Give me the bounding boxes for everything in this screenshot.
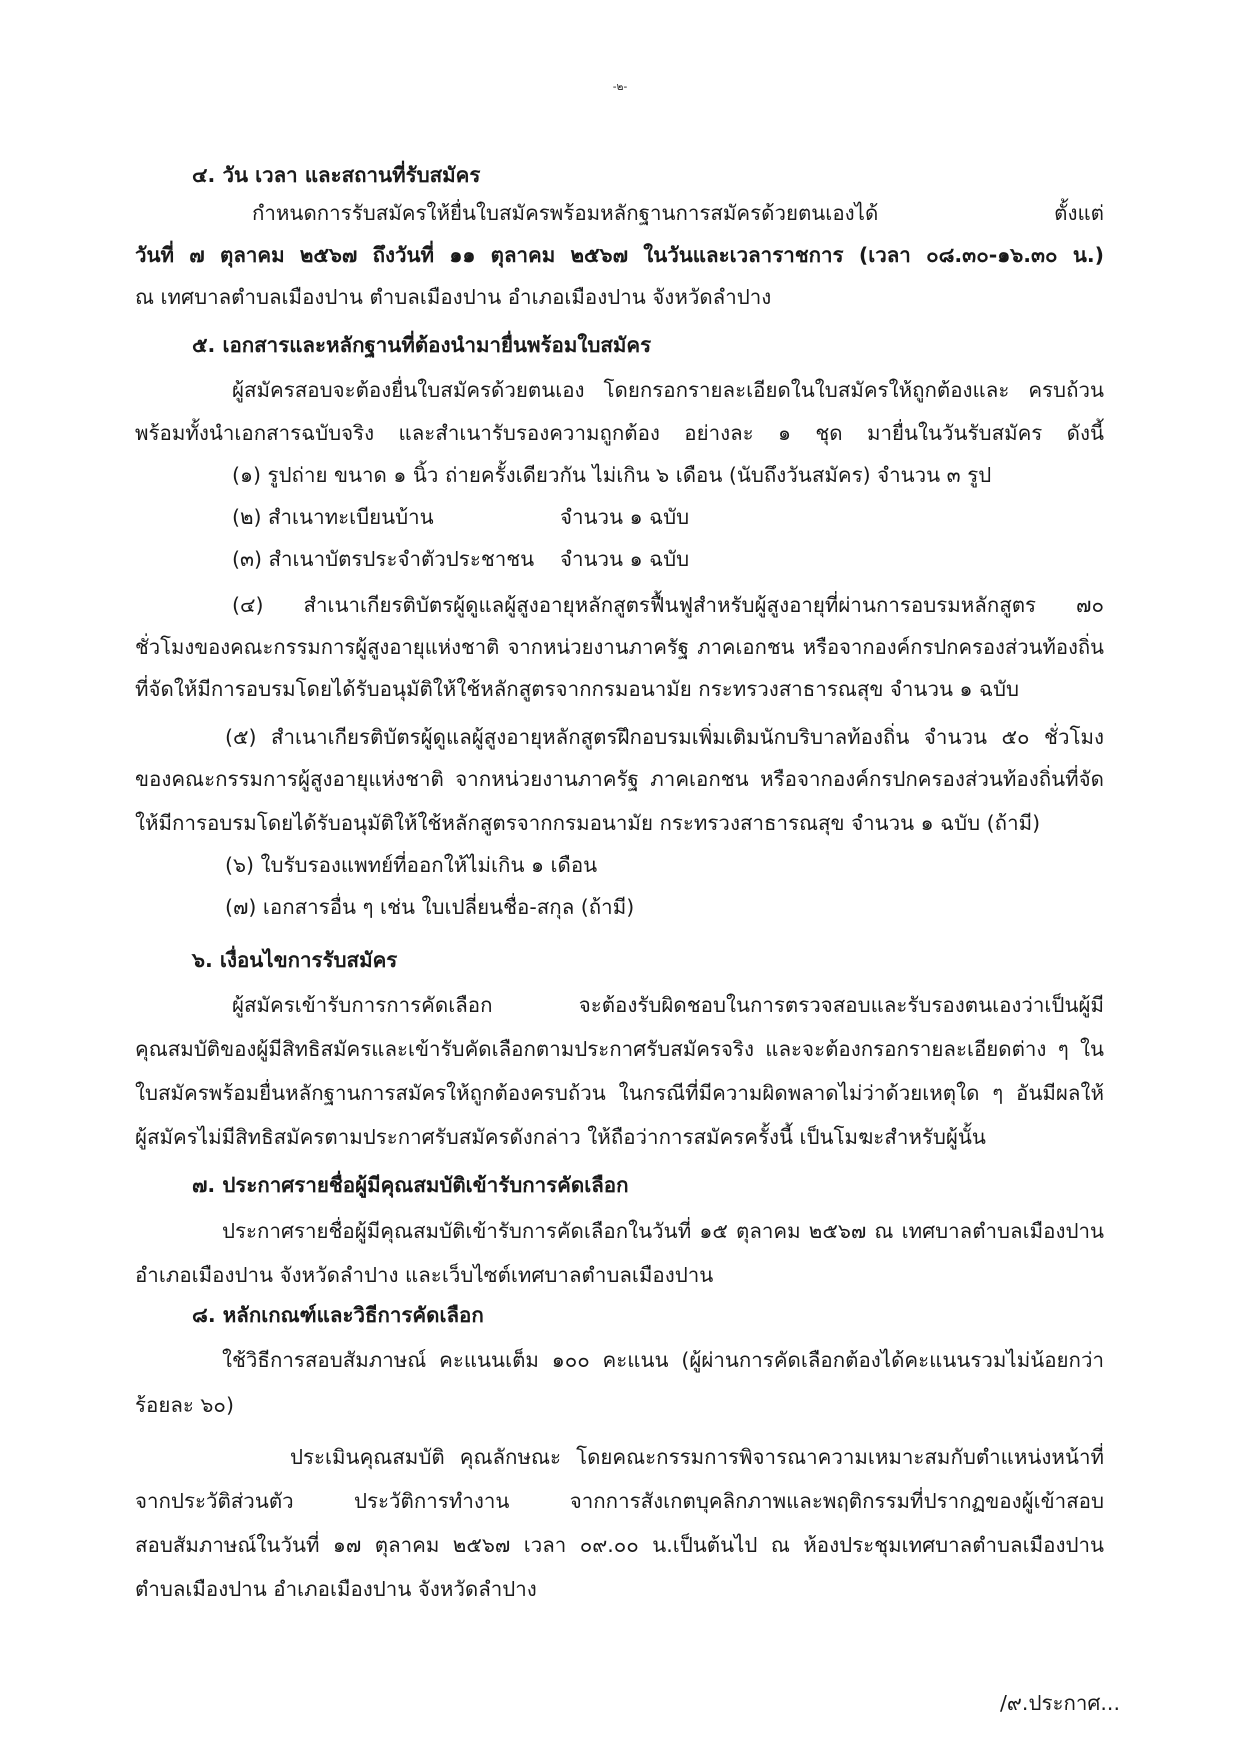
section-5-item-1: (๑) รูปถ่าย ขนาด ๑ นิ้ว ถ่ายครั้งเดียวกัน ไม่เกิน ๖ เดือน (นับถึงวันสมัคร) จำนวน ๓ รูป [232, 463, 992, 487]
section-5-item-3 [232, 544, 832, 574]
section-5-item-5-line-3: ให้มีการอบรมโดยได้รับอนุมัติให้ใช้หลักสูตรจากกรมอนามัย กระทรวงสาธารณสุข จำนวน ๑ ฉบับ (ถ้ามี) [135, 811, 1041, 835]
section-5-item-4-line-2: ชั่วโมงของคณะกรรมการผู้สูงอายุแห่งชาติ จากหน่วยงานภาครัฐ ภาคเอกชน หรือจากองค์กรปกครองส่วนท้องถิ่น [135, 635, 1104, 659]
section-8-para-2-line-1: ประเมินคุณสมบัติ คุณลักษณะ โดยคณะกรรมการพิจารณาความเหมาะสมกับตำแหน่งหน้าที่ [290, 1445, 1104, 1469]
section-5-heading: ๕. เอกสารและหลักฐานที่ต้องนำมายื่นพร้อมใบสมัคร [192, 333, 652, 357]
section-5-item-2 [232, 502, 832, 532]
section-5-line-2: พร้อมทั้งนำเอกสารฉบับจริง และสำเนารับรองความถูกต้อง อย่างละ ๑ ชุด มายื่นในวันรับสมัคร ดังนี้ [135, 421, 1104, 445]
section-7-line-2: อำเภอเมืองปาน จังหวัดลำปาง และเว็บไซต์เทศบาลตำบลเมืองปาน [135, 1263, 714, 1287]
item-2-label: (๒) สำเนาทะเบียนบ้าน [232, 505, 434, 529]
section-5-item-4-line-1: (๔) สำเนาเกียรติบัตรผู้ดูแลผู้สูงอายุหลักสูตรฟื้นฟูสำหรับผู้สูงอายุที่ผ่านการอบรมหลักสูตร ๗๐ [232, 593, 1104, 617]
page-number: -๒- [612, 81, 628, 93]
section-4-line-3: ณ เทศบาลตำบลเมืองปาน ตำบลเมืองปาน อำเภอเมืองปาน จังหวัดลำปาง [135, 285, 772, 309]
section-4-heading: ๔. วัน เวลา และสถานที่รับสมัคร [192, 163, 481, 187]
section-4-line-1: กำหนดการรับสมัครให้ยื่นใบสมัครพร้อมหลักฐานการสมัครด้วยตนเองได้ ตั้งแต่ [252, 201, 1104, 225]
section-6-line-2: คุณสมบัติของผู้มีสิทธิสมัครและเข้ารับคัดเลือกตามประกาศรับสมัครจริง และจะต้องกรอกรายละเอียดต่าง ๆ ใน [135, 1037, 1104, 1061]
item-3-label: (๓) สำเนาบัตรประจำตัวประชาชน [232, 547, 535, 571]
section-5-line-1: ผู้สมัครสอบจะต้องยื่นใบสมัครด้วยตนเอง โดยกรอกรายละเอียดในใบสมัครให้ถูกต้องและ ครบถ้วน [232, 378, 1104, 402]
section-6-line-3: ใบสมัครพร้อมยื่นหลักฐานการสมัครให้ถูกต้องครบถ้วน ในกรณีที่มีความผิดพลาดไม่ว่าด้วยเหตุใด ๆ อันมีผลให้ [135, 1081, 1104, 1105]
section-8-para-2-line-2: จากประวัติส่วนตัว ประวัติการทำงาน จากการสังเกตบุคลิกภาพและพฤติกรรมที่ปรากฏของผู้เข้าสอบ [135, 1489, 1104, 1513]
page-footer-continuation: /๙.ประกาศ... [1000, 1691, 1120, 1715]
section-5-item-4-line-3: ที่จัดให้มีการอบรมโดยได้รับอนุมัติให้ใช้หลักสูตรจากกรมอนามัย กระทรวงสาธารณสุข จำนวน ๑ ฉบับ [135, 677, 1020, 701]
section-8-line-2: ร้อยละ ๖๐) [135, 1393, 234, 1417]
section-5-item-5-line-1: (๕) สำเนาเกียรติบัตรผู้ดูแลผู้สูงอายุหลักสูตรฝึกอบรมเพิ่มเติมนักบริบาลท้องถิ่น จำนวน ๕๐ ชั่วโมง [225, 725, 1104, 749]
section-5-item-6: (๖) ใบรับรองแพทย์ที่ออกให้ไม่เกิน ๑ เดือน [225, 853, 598, 877]
section-8-para-2-line-4: ตำบลเมืองปาน อำเภอเมืองปาน จังหวัดลำปาง [135, 1577, 537, 1601]
section-6-line-1: ผู้สมัครเข้ารับการการคัดเลือก จะต้องรับผิดชอบในการตรวจสอบและรับรองตนเองว่าเป็นผู้มี [232, 993, 1104, 1017]
section-6-line-4: ผู้สมัครไม่มีสิทธิสมัครตามประกาศรับสมัครดังกล่าว ให้ถือว่าการสมัครครั้งนี้ เป็นโมฆะสำหรับผู้นั้น [135, 1125, 986, 1149]
item-2-count: จำนวน ๑ ฉบับ [560, 505, 690, 529]
section-5-item-5-line-2: ของคณะกรรมการผู้สูงอายุแห่งชาติ จากหน่วยงานภาครัฐ ภาคเอกชน หรือจากองค์กรปกครองส่วนท้องถิ่นที่จัด [135, 767, 1104, 791]
item-3-count: จำนวน ๑ ฉบับ [560, 547, 690, 571]
section-7-line-1: ประกาศรายชื่อผู้มีคุณสมบัติเข้ารับการคัดเลือกในวันที่ ๑๕ ตุลาคม ๒๕๖๗ ณ เทศบาลตำบลเมืองปาน [222, 1219, 1104, 1243]
section-8-line-1: ใช้วิธีการสอบสัมภาษณ์ คะแนนเต็ม ๑๐๐ คะแนน (ผู้ผ่านการคัดเลือกต้องได้คะแนนรวมไม่น้อยกว่า [222, 1348, 1104, 1372]
section-8-para-2-line-3: สอบสัมภาษณ์ในวันที่ ๑๗ ตุลาคม ๒๕๖๗ เวลา ๐๙.๐๐ น.เป็นต้นไป ณ ห้องประชุมเทศบาลตำบลเมืองปาน [135, 1533, 1104, 1557]
section-8-heading: ๘. หลักเกณฑ์และวิธีการคัดเลือก [192, 1303, 484, 1327]
section-6-heading: ๖. เงื่อนไขการรับสมัคร [192, 948, 398, 972]
section-7-heading: ๗. ประกาศรายชื่อผู้มีคุณสมบัติเข้ารับการคัดเลือก [192, 1173, 629, 1197]
section-4-line-2: วันที่ ๗ ตุลาคม ๒๕๖๗ ถึงวันที่ ๑๑ ตุลาคม ๒๕๖๗ ในวันและเวลาราชการ (เวลา ๐๘.๓๐-๑๖.๓๐ น.) [135, 243, 1104, 267]
section-5-item-7: (๗) เอกสารอื่น ๆ เช่น ใบเปลี่ยนชื่อ-สกุล (ถ้ามี) [225, 895, 635, 919]
